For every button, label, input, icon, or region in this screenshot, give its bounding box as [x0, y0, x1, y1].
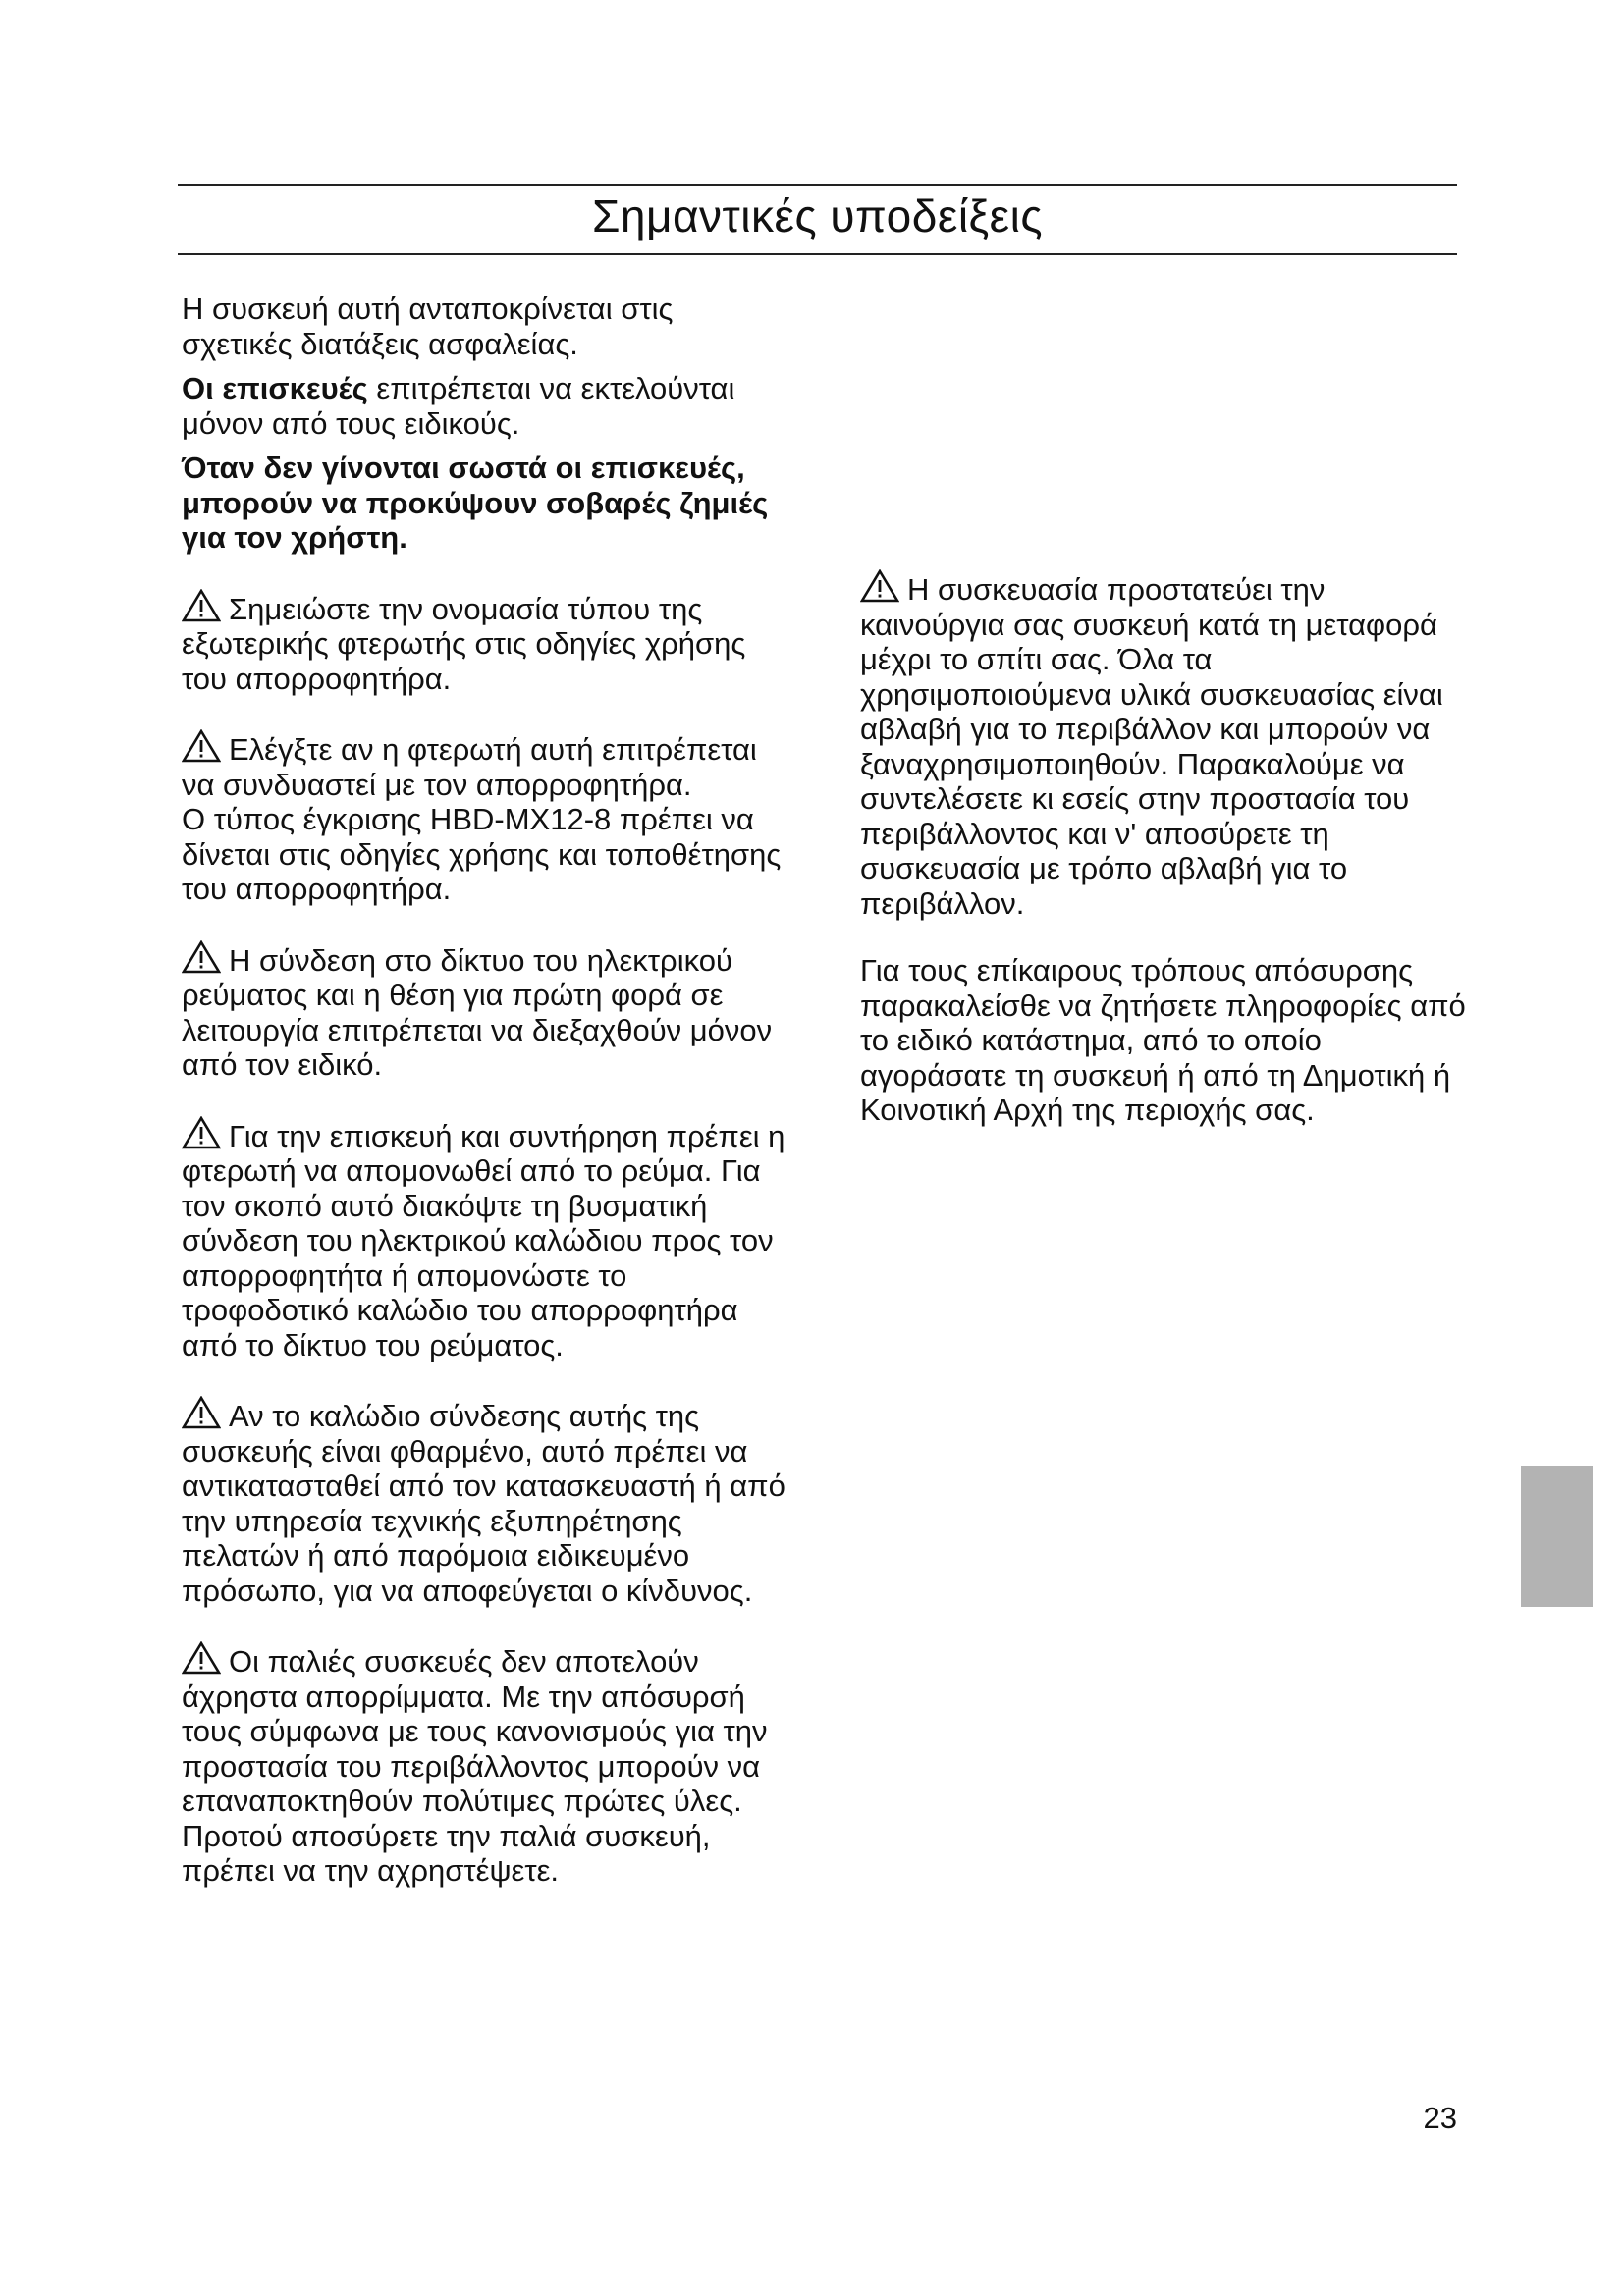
repairs-paragraph [182, 371, 790, 441]
left-column [182, 292, 790, 1889]
warning-text: Αν το καλώδιο σύνδεσης αυτής της συσκευής είναι φθαρμένο, αυτό πρέπει να αντικατασταθεί από τον κατασκευαστή ή από την υπηρεσία τεχνικής εξυπηρέτησης πελατών ή από παρόμοια ειδικευμένο πρόσωπο, για να αποφεύγεται ο κίνδυνος. [182, 1399, 785, 1608]
page-number: 23 [1423, 2101, 1457, 2135]
warning-packaging [860, 569, 1469, 921]
warning-triangle-icon [182, 1641, 221, 1675]
repairs-bold-text: Οι επισκευές [182, 371, 368, 405]
warning-compatibility [182, 729, 790, 802]
warning-triangle-icon [182, 1396, 221, 1429]
danger-bold-text: Όταν δεν γίνονται σωστά οι επισκευές, μπορούν να προκύψουν σοβαρές ζημιές για τον χρήστη. [182, 451, 769, 555]
warning-text: Οι παλιές συσκευές δεν αποτελούν άχρηστα απορρίμματα. Με την απόσυρσή τους σύμφωνα με τους κανονισμούς για την προστασία του περιβάλλοντος μπορούν να επαναποκτηθούν πολύτιμες πρώτες ύλες. [182, 1644, 768, 1818]
intro-paragraph: Η συσκευή αυτή ανταποκρίνεται στις σχετικές διατάξεις ασφαλείας. [182, 292, 674, 361]
page-title: Σημαντικές υποδείξεις [591, 190, 1044, 241]
approval-type-paragraph: Ο τύπος έγκρισης HBD-MX12-8 πρέπει να δίνεται στις οδηγίες χρήσης και τοποθέτησης του απορροφητήρα. [182, 802, 782, 906]
disposal-info-paragraph: Για τους επίκαιρους τρόπους απόσυρσης παρακαλείσθε να ζητήσετε πληροφορίες από το ειδικό κατάστημα, από το οποίο αγοράσατε τη συσκευή ή από τη Δημοτική ή Κοινοτική Αρχή της περιοχής σας. [860, 953, 1466, 1127]
header-rule-bottom [178, 253, 1457, 255]
warning-type-designation [182, 589, 790, 697]
warning-text: Για την επισκευή και συντήρηση πρέπει η φτερωτή να απομονωθεί από το ρεύμα. Για τον σκοπό αυτό διακόψτε τη βυσματική σύνδεση του ηλεκτρικού καλώδιου προς τον απορροφητήτα ή απομονώστε το τροφοδοτικό καλώδιο του απορροφητήρα από το δίκτυο του ρεύματος. [182, 1118, 785, 1362]
disable-before-disposal-paragraph: Προτού αποσύρετε την παλιά συσκευή, πρέπει να την αχρηστέψετε. [182, 1818, 711, 1888]
warning-maintenance [182, 1116, 790, 1363]
warning-text: Σημειώστε την ονομασία τύπου της εξωτερικής φτερωτής στις οδηγίες χρήσης του απορροφητήρα. [182, 591, 746, 696]
warning-old-appliances [182, 1641, 790, 1819]
warning-triangle-icon [860, 569, 899, 603]
warning-triangle-icon [182, 1116, 221, 1149]
repairs-text: επιτρέπεται να εκτελούνται μόνον από τους ειδικούς. [182, 371, 735, 441]
warning-triangle-icon [182, 940, 221, 974]
danger-paragraph [182, 451, 790, 556]
right-column [860, 569, 1469, 1128]
warning-text: Η συσκευασία προστατεύει την καινούργια σας συσκευή κατά τη μεταφορά μέχρι το σπίτι σας. Όλα τα χρησιμοποιούμενα υλικά συσκευασίας είναι αβλαβή για το περιβάλλον και μπορούν να ξαναχρησιμοποιηθούν. Παρακαλούμε να συντελέσετε κι εσείς στην προστασία του περιβάλλοντος και ν' αποσύρετε τη συσκευασία με τρόπο αβλαβή για το περιβάλλον. [860, 572, 1443, 921]
warning-text: Η σύνδεση στο δίκτυο του ηλεκτρικού ρεύματος και η θέση για πρώτη φορά σε λειτουργία επιτρέπεται να διεξαχθούν μόνον από τον ειδικό. [182, 942, 773, 1082]
warning-text: Ελέγξτε αν η φτερωτή αυτή επιτρέπεται να συνδυαστεί με τον απορροφητήρα. [182, 732, 757, 802]
header-rule-top [178, 184, 1457, 186]
warning-electrical-connection [182, 940, 790, 1083]
warning-triangle-icon [182, 589, 221, 622]
warning-damaged-cable [182, 1396, 790, 1608]
section-side-tab [1521, 1466, 1593, 1607]
warning-triangle-icon [182, 729, 221, 763]
